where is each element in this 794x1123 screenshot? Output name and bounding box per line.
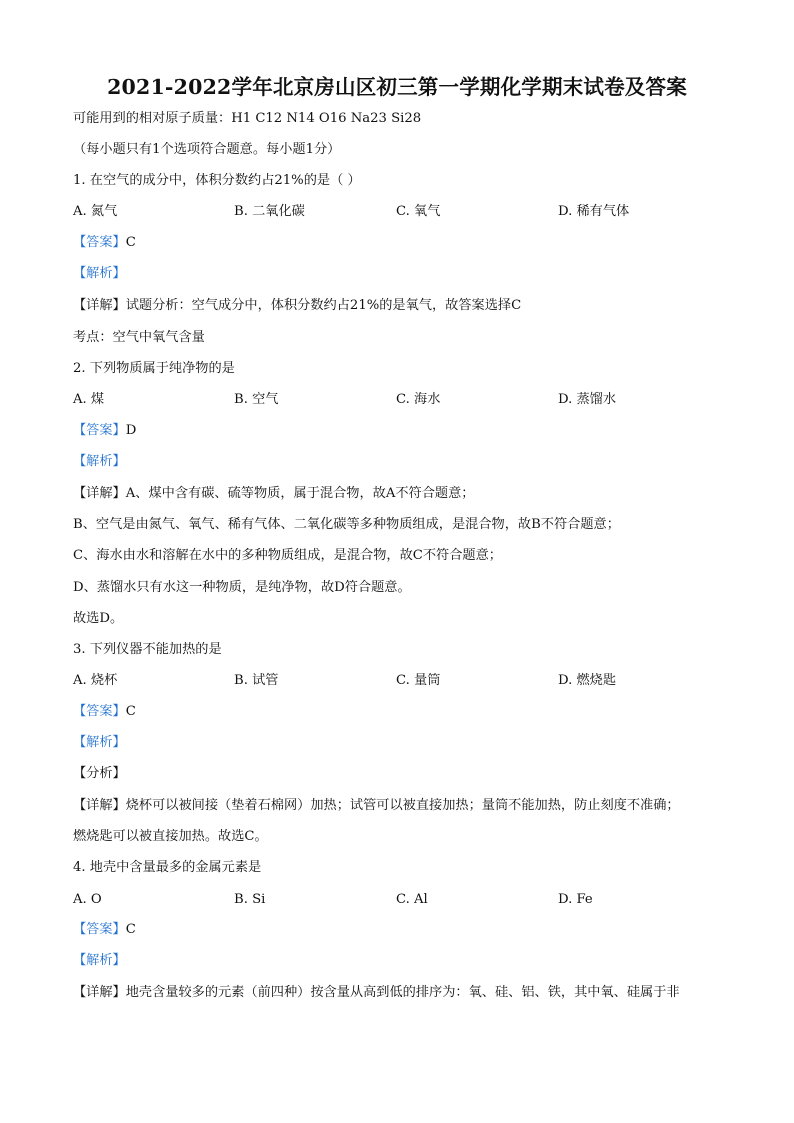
q4-answer-line (73, 921, 136, 939)
q2-detail-c: C、海水由水和溶解在水中的多种物质组成，是混合物，故C不符合题意； (73, 548, 502, 563)
q1-detail-line (73, 297, 521, 315)
q2-option-d: D. 蒸馏水 (558, 392, 617, 407)
q4-option-b: B. Si (234, 892, 266, 907)
q2-detail-b: B、空气是由氮气、氧气、稀有气体、二氧化碳等多种物质组成，是混合物，故B不符合题意； (73, 517, 620, 532)
q1-option-d: D. 稀有气体 (558, 204, 630, 219)
q2-option-c: C. 海水 (396, 392, 441, 407)
q3-detail-text: 烧杯可以被间接（垫着石棉网）加热；试管可以被直接加热；量筒不能加热，防止刻度不准确； (125, 798, 680, 813)
q1-kaodian: 考点：空气中氧气含量 (73, 330, 205, 345)
detail-tag: 【详解】 (73, 486, 126, 501)
q2-answer-line (73, 422, 136, 440)
q1-answer-line (73, 234, 136, 252)
q2-detail-line (73, 485, 474, 503)
q4-stem: 4. 地壳中含量最多的金属元素是 (73, 860, 262, 875)
q3-option-a: A. 烧杯 (73, 673, 118, 688)
q3-fenxi-line (73, 765, 126, 783)
detail-tag: 【详解】 (73, 985, 126, 1000)
q2-conclusion: 故选D。 (73, 611, 124, 626)
q4-option-a: A. O (73, 892, 102, 907)
q2-analysis-line (73, 453, 126, 471)
q3-stem: 3. 下列仪器不能加热的是 (73, 642, 222, 657)
answer-tag: 【答案】 (73, 922, 126, 937)
analysis-tag: 【解析】 (73, 735, 126, 750)
instruction-line: （每小题只有1个选项符合题意。每小题1分） (73, 142, 341, 157)
q1-detail-text: 试题分析：空气成分中，体积分数约占21%的是氧气，故答案选择C (125, 298, 522, 313)
detail-tag: 【详解】 (73, 298, 126, 313)
q2-option-a: A. 煤 (73, 392, 105, 407)
analysis-tag: 【解析】 (73, 266, 126, 281)
q1-option-b: B. 二氧化碳 (234, 204, 305, 219)
q4-option-c: C. Al (396, 892, 428, 907)
q1-stem: 1. 在空气的成分中，体积分数约占21%的是（ ） (73, 173, 361, 188)
fenxi-tag: 【分析】 (73, 766, 126, 781)
q3-detail-cont: 燃烧匙可以被直接加热。故选C。 (73, 829, 268, 844)
q1-answer-value: C (125, 235, 136, 250)
q2-stem: 2. 下列物质属于纯净物的是 (73, 361, 235, 376)
answer-tag: 【答案】 (73, 423, 126, 438)
q1-option-c: C. 氧气 (396, 204, 441, 219)
detail-tag: 【详解】 (73, 798, 126, 813)
q3-option-d: D. 燃烧匙 (558, 673, 617, 688)
answer-tag: 【答案】 (73, 704, 126, 719)
q1-option-a: A. 氮气 (73, 204, 118, 219)
q3-option-b: B. 试管 (234, 673, 279, 688)
q4-answer-value: C (125, 922, 136, 937)
answer-tag: 【答案】 (73, 235, 126, 250)
analysis-tag: 【解析】 (73, 953, 126, 968)
q4-detail-line (73, 984, 680, 1002)
q2-option-b: B. 空气 (234, 392, 279, 407)
analysis-tag: 【解析】 (73, 454, 126, 469)
q4-option-d: D. Fe (558, 892, 593, 907)
q2-detail-text: A、煤中含有碳、硫等物质，属于混合物，故A不符合题意； (125, 486, 475, 501)
q3-option-c: C. 量筒 (396, 673, 441, 688)
q2-answer-value: D (125, 423, 137, 438)
atomic-mass-line: 可能用到的相对原子质量：H1 C12 N14 O16 Na23 Si28 (73, 111, 422, 126)
page-title: 2021-2022学年北京房山区初三第一学期化学期末试卷及答案 (107, 75, 687, 99)
q3-answer-value: C (125, 704, 136, 719)
q3-answer-line (73, 703, 136, 721)
q3-analysis-line (73, 734, 126, 752)
q4-detail-text: 地壳含量较多的元素（前四种）按含量从高到低的排序为：氧、硅、铝、铁，其中氧、硅属于非 (125, 985, 680, 1000)
q2-detail-d: D、蒸馏水只有水这一种物质，是纯净物，故D符合题意。 (73, 580, 411, 595)
q3-detail-line (73, 797, 680, 815)
q1-analysis-line (73, 265, 126, 283)
q4-analysis-line (73, 952, 126, 970)
